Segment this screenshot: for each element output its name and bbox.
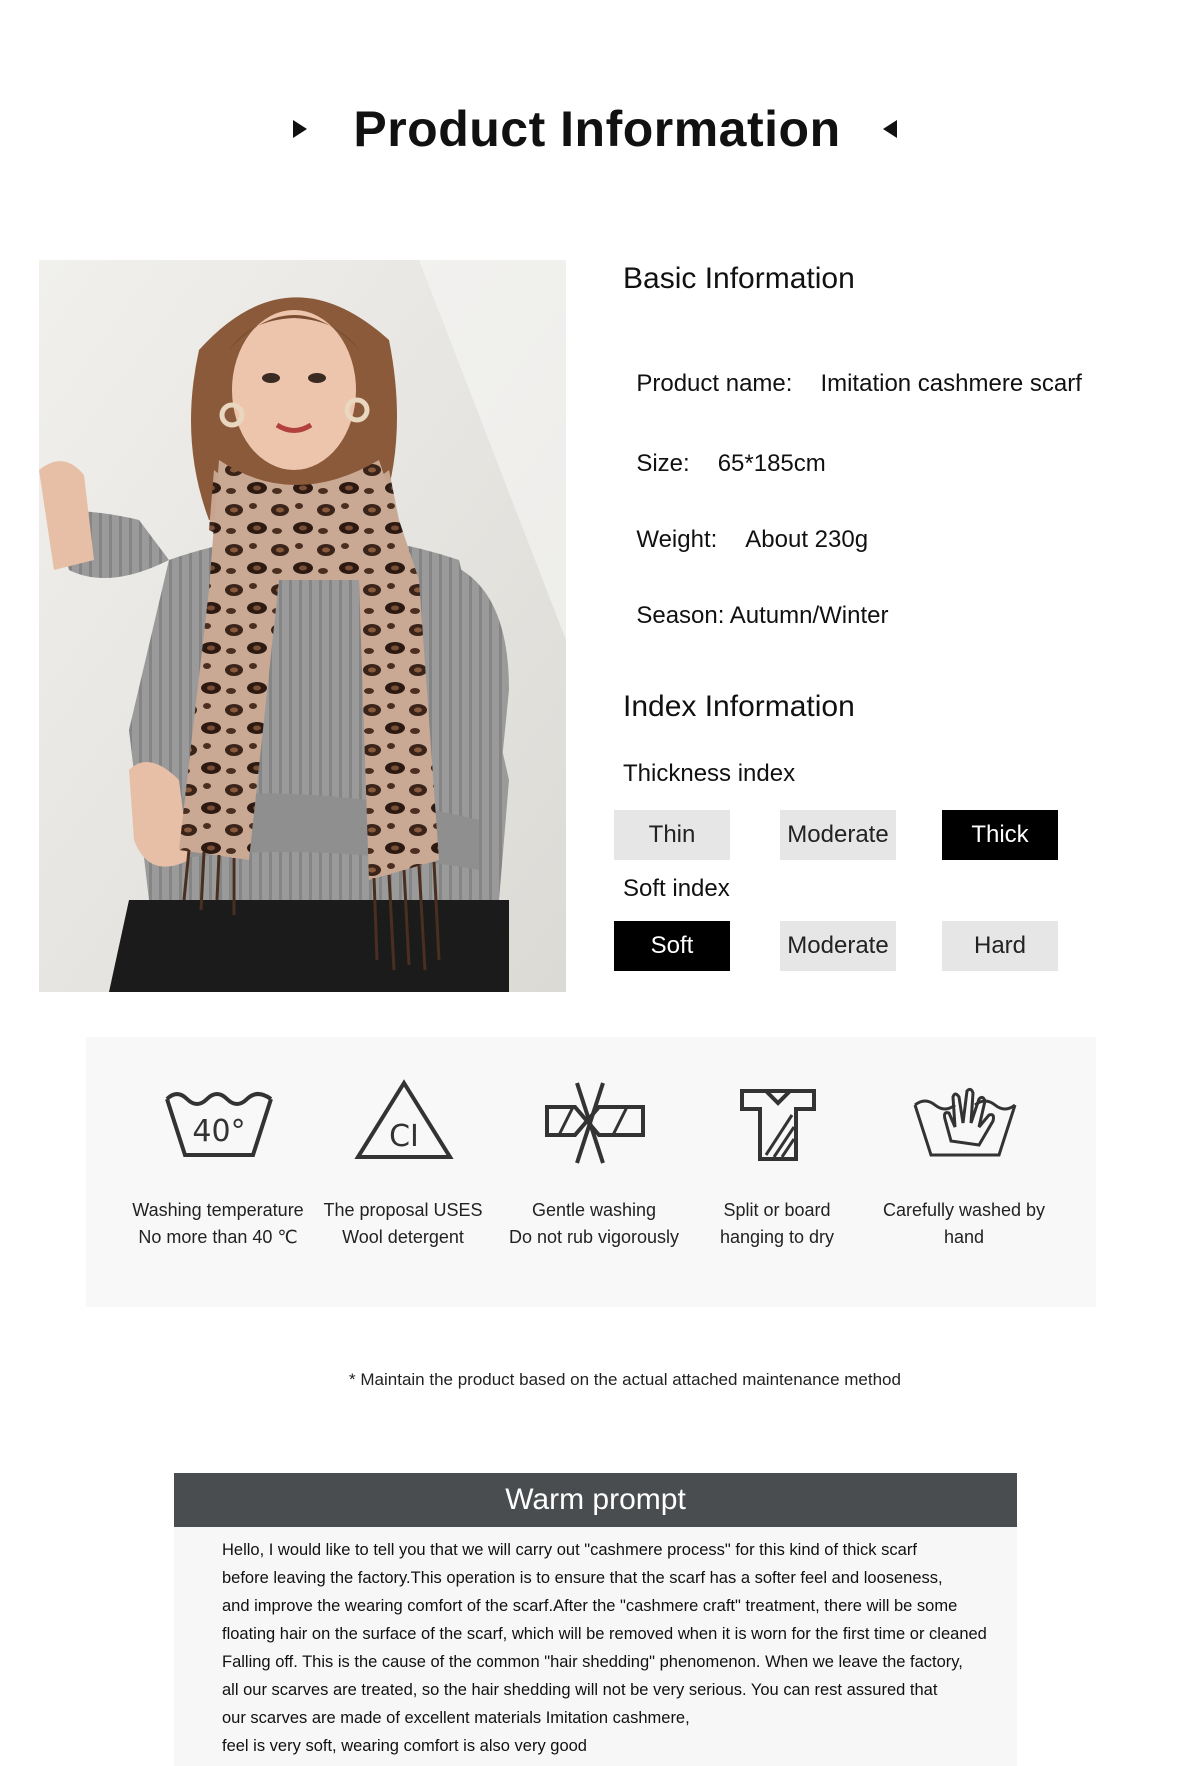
soft-option-soft: Soft [614, 921, 730, 971]
svg-text:40°: 40° [192, 1114, 246, 1149]
title-bar [0, 100, 1190, 158]
maintenance-note: * Maintain the product based on the actual attached maintenance method [349, 1370, 901, 1389]
info-label: Weight: [636, 526, 718, 553]
prompt-line: feel is very soft, wearing comfort is also very good [222, 1737, 587, 1755]
thickness-option-moderate: Moderate [780, 810, 896, 860]
info-row-weight [623, 498, 868, 554]
care-text [123, 1197, 313, 1251]
prompt-line: floating hair on the surface of the scarf, which will be removed when it is worn for the first time or cleaned [222, 1625, 987, 1643]
care-line-2: hanging to dry [719, 1227, 835, 1247]
care-line-2: No more than 40 ℃ [138, 1227, 298, 1247]
prompt-line: all our scarves are treated, so the hair shedding will not be very serious. You can rest assured that [222, 1681, 938, 1699]
info-row-product-name [623, 342, 1082, 398]
care-line-1: Washing temperature [132, 1200, 304, 1220]
hand-wash-icon [909, 1079, 1021, 1169]
soft-index-label: Soft index [623, 875, 730, 902]
svg-text:CI: CI [389, 1119, 419, 1154]
info-value: 65*185cm [717, 450, 826, 477]
prompt-line: and improve the wearing comfort of the scarf.After the "cashmere craft" treatment, there will be some [222, 1597, 958, 1615]
triangle-left-icon [883, 120, 897, 138]
care-line-2: Wool detergent [342, 1227, 464, 1247]
page-title: Product Information [353, 101, 841, 157]
care-text [308, 1197, 498, 1251]
care-line-1: Gentle washing [531, 1200, 657, 1220]
chlorine-icon [348, 1079, 460, 1169]
hang-dry-icon [722, 1079, 834, 1169]
care-line-1: Split or board [723, 1200, 831, 1220]
info-label: Season: [636, 602, 725, 629]
info-row-size [623, 422, 826, 478]
wash-40-icon [163, 1079, 275, 1169]
care-line-2: Do not rub vigorously [508, 1227, 680, 1247]
basic-info-heading: Basic Information [623, 262, 855, 295]
model-with-leopard-scarf-image [39, 260, 566, 992]
prompt-line: Hello, I would like to tell you that we will carry out "cashmere process" for this kind of thick scarf [222, 1541, 917, 1559]
info-label: Size: [636, 450, 690, 477]
thickness-option-thin: Thin [614, 810, 730, 860]
info-value: About 230g [745, 526, 869, 553]
care-line-1: The proposal USES [323, 1200, 483, 1220]
info-row-season [623, 574, 888, 630]
thickness-index-label: Thickness index [623, 760, 796, 787]
prompt-line: before leaving the factory.This operation is to ensure that the scarf has a softer feel and looseness, [222, 1569, 943, 1587]
prompt-line: Falling off. This is the cause of the common "hair shedding" phenomenon. When we leave the factory, [222, 1653, 963, 1671]
care-text [682, 1197, 872, 1251]
care-text [869, 1197, 1059, 1251]
care-text [499, 1197, 689, 1251]
thickness-option-thick: Thick [942, 810, 1058, 860]
info-value: Autumn/Winter [729, 602, 889, 629]
triangle-right-icon [293, 120, 307, 138]
warm-prompt-header: Warm prompt [174, 1473, 1017, 1527]
soft-option-moderate: Moderate [780, 921, 896, 971]
prompt-line: our scarves are made of excellent materials Imitation cashmere, [222, 1709, 690, 1727]
care-line-1: Carefully washed by hand [882, 1200, 1046, 1247]
warm-prompt-body [174, 1527, 1017, 1766]
care-instructions-panel [86, 1037, 1096, 1307]
info-value: Imitation cashmere scarf [820, 370, 1082, 397]
index-info-heading: Index Information [623, 690, 855, 723]
soft-option-hard: Hard [942, 921, 1058, 971]
product-photo [39, 260, 566, 992]
no-wring-icon [539, 1079, 651, 1169]
info-label: Product name: [636, 370, 793, 397]
